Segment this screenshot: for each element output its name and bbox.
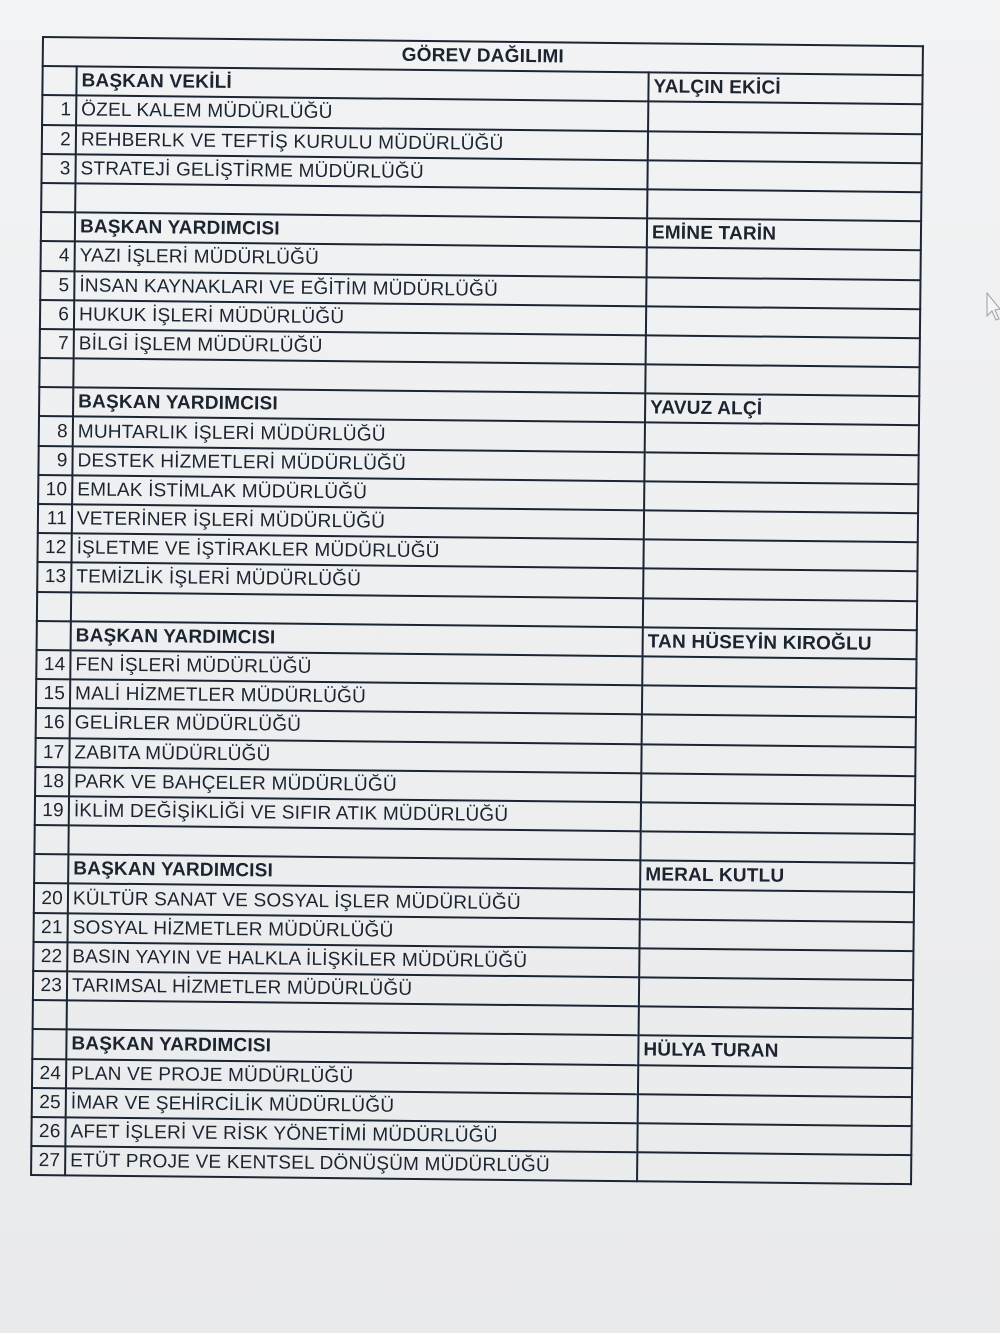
- group-person: TAN HÜSEYİN KIROĞLU: [643, 627, 917, 659]
- row-number: 16: [36, 708, 70, 738]
- row-number: 4: [41, 241, 75, 271]
- unit-name: ÖZEL KALEM MÜDÜRLÜĞÜ: [76, 96, 648, 131]
- group-number-cell: [34, 854, 68, 884]
- group-role: BAŞKAN YARDIMCISI: [73, 388, 645, 423]
- row-number: 9: [38, 446, 72, 476]
- group-number-cell: [37, 621, 71, 651]
- person-cell-empty: [644, 452, 918, 484]
- row-number: 5: [40, 270, 74, 300]
- person-cell-empty: [637, 1123, 911, 1155]
- spacer-cell: [34, 825, 68, 855]
- person-cell-empty: [643, 569, 917, 601]
- unit-name: MUHTARLIK İŞLERİ MÜDÜRLÜĞÜ: [73, 417, 645, 452]
- person-cell-empty: [638, 1065, 912, 1097]
- person-cell-empty: [648, 102, 922, 134]
- unit-name: EMLAK İSTİMLAK MÜDÜRLÜĞÜ: [72, 475, 644, 510]
- group-person: MERAL KUTLU: [640, 861, 914, 893]
- group-role: BAŞKAN YARDIMCISI: [68, 855, 640, 890]
- group-number-cell: [32, 1029, 66, 1059]
- row-number: 26: [31, 1117, 65, 1147]
- row-number: 14: [36, 650, 70, 680]
- row-number: 22: [33, 942, 67, 972]
- unit-name: YAZI İŞLERİ MÜDÜRLÜĞÜ: [75, 242, 647, 277]
- person-cell-empty: [640, 890, 914, 922]
- row-number: 1: [42, 95, 76, 125]
- person-cell-empty: [644, 481, 918, 513]
- spacer-cell: [33, 1000, 67, 1030]
- row-number: 7: [40, 329, 74, 359]
- person-cell-empty: [642, 656, 916, 688]
- row-number: 12: [37, 533, 71, 563]
- unit-name: ETÜT PROJE VE KENTSEL DÖNÜŞÜM MÜDÜRLÜĞÜ: [65, 1146, 637, 1181]
- person-cell-empty: [644, 510, 918, 542]
- row-number: 6: [40, 300, 74, 330]
- row-number: 20: [34, 883, 68, 913]
- row-number: 19: [35, 796, 69, 826]
- person-cell-empty: [645, 423, 919, 455]
- person-cell-empty: [639, 977, 913, 1009]
- group-role: BAŞKAN VEKİLİ: [76, 67, 648, 102]
- person-cell-empty: [641, 773, 915, 805]
- row-number: 2: [42, 125, 76, 155]
- person-cell-empty: [639, 919, 913, 951]
- unit-name: MALİ HİZMETLER MÜDÜRLÜĞÜ: [70, 679, 642, 714]
- spacer-cell: [639, 1006, 913, 1038]
- table-body: [31, 37, 923, 1184]
- group-role: BAŞKAN YARDIMCISI: [75, 212, 647, 247]
- person-cell-empty: [646, 277, 920, 309]
- row-number: 11: [38, 504, 72, 534]
- group-role: BAŞKAN YARDIMCISI: [66, 1030, 638, 1065]
- unit-name: TARIMSAL HİZMETLER MÜDÜRLÜĞÜ: [67, 971, 639, 1006]
- unit-name: BASIN YAYIN VE HALKLA İLİŞKİLER MÜDÜRLÜĞÜ: [67, 942, 639, 977]
- assignment-table-wrap: [30, 36, 938, 1186]
- spacer-cell: [640, 831, 914, 863]
- spacer-cell: [39, 358, 73, 388]
- row-number: 21: [34, 913, 68, 943]
- spacer-cell: [645, 364, 919, 396]
- person-cell-empty: [646, 335, 920, 367]
- person-cell-empty: [647, 160, 921, 192]
- spacer-cell: [37, 592, 71, 622]
- row-number: 18: [35, 767, 69, 797]
- row-number: 3: [41, 154, 75, 184]
- mouse-pointer-icon: [986, 292, 1000, 322]
- row-number: 13: [37, 562, 71, 592]
- unit-name: HUKUK İŞLERİ MÜDÜRLÜĞÜ: [74, 300, 646, 335]
- unit-name: STRATEJİ GELİŞTİRME MÜDÜRLÜĞÜ: [75, 154, 647, 189]
- unit-name: İKLİM DEĞİŞİKLİĞİ VE SIFIR ATIK MÜDÜRLÜĞÜ: [69, 796, 641, 831]
- row-number: 24: [32, 1059, 66, 1089]
- unit-name: SOSYAL HİZMETLER MÜDÜRLÜĞÜ: [68, 913, 640, 948]
- unit-name: İŞLETME VE İŞTİRAKLER MÜDÜRLÜĞÜ: [71, 534, 643, 569]
- unit-name: FEN İŞLERİ MÜDÜRLÜĞÜ: [70, 650, 642, 685]
- person-cell-empty: [641, 744, 915, 776]
- person-cell-empty: [641, 802, 915, 834]
- unit-name: VETERİNER İŞLERİ MÜDÜRLÜĞÜ: [72, 504, 644, 539]
- unit-name: KÜLTÜR SANAT VE SOSYAL İŞLER MÜDÜRLÜĞÜ: [68, 884, 640, 919]
- row-number: 25: [32, 1088, 66, 1118]
- group-person: EMİNE TARİN: [647, 218, 921, 250]
- group-person: YALÇIN EKİCİ: [648, 73, 922, 105]
- row-number: 27: [31, 1146, 65, 1176]
- unit-name: İNSAN KAYNAKLARI VE EĞİTİM MÜDÜRLÜĞÜ: [74, 271, 646, 306]
- unit-name: PARK VE BAHÇELER MÜDÜRLÜĞÜ: [69, 767, 641, 802]
- row-number: 17: [35, 737, 69, 767]
- person-cell-empty: [648, 131, 922, 163]
- table-title: GÖREV DAĞILIMI: [43, 37, 923, 75]
- unit-name: ZABITA MÜDÜRLÜĞÜ: [69, 738, 641, 773]
- row-number: 15: [36, 679, 70, 709]
- unit-name: GELİRLER MÜDÜRLÜĞÜ: [70, 709, 642, 744]
- group-person: HÜLYA TURAN: [638, 1036, 912, 1068]
- group-person: YAVUZ ALÇİ: [645, 394, 919, 426]
- duty-distribution-table: [30, 36, 924, 1185]
- spacer-cell: [647, 189, 921, 221]
- person-cell-empty: [638, 1094, 912, 1126]
- row-number: 10: [38, 475, 72, 505]
- unit-name: PLAN VE PROJE MÜDÜRLÜĞÜ: [66, 1059, 638, 1094]
- person-cell-empty: [642, 715, 916, 747]
- spacer-cell: [41, 183, 75, 213]
- person-cell-empty: [647, 248, 921, 280]
- row-number: 8: [39, 416, 73, 446]
- person-cell-empty: [646, 306, 920, 338]
- person-cell-empty: [642, 685, 916, 717]
- group-number-cell: [42, 66, 76, 96]
- group-number-cell: [39, 387, 73, 417]
- spacer-cell: [643, 598, 917, 630]
- unit-name: DESTEK HİZMETLERİ MÜDÜRLÜĞÜ: [72, 446, 644, 481]
- unit-name: AFET İŞLERİ VE RİSK YÖNETİMİ MÜDÜRLÜĞÜ: [65, 1117, 637, 1152]
- unit-name: TEMİZLİK İŞLERİ MÜDÜRLÜĞÜ: [71, 563, 643, 598]
- unit-name: BİLGİ İŞLEM MÜDÜRLÜĞÜ: [74, 329, 646, 364]
- person-cell-empty: [643, 540, 917, 572]
- person-cell-empty: [639, 948, 913, 980]
- person-cell-empty: [637, 1152, 911, 1184]
- unit-name: REHBERLK VE TEFTİŞ KURULU MÜDÜRLÜĞÜ: [76, 125, 648, 160]
- unit-name: İMAR VE ŞEHİRCİLİK MÜDÜRLÜĞÜ: [66, 1088, 638, 1123]
- group-role: BAŞKAN YARDIMCISI: [71, 621, 643, 656]
- row-number: 23: [33, 971, 67, 1001]
- group-number-cell: [41, 212, 75, 242]
